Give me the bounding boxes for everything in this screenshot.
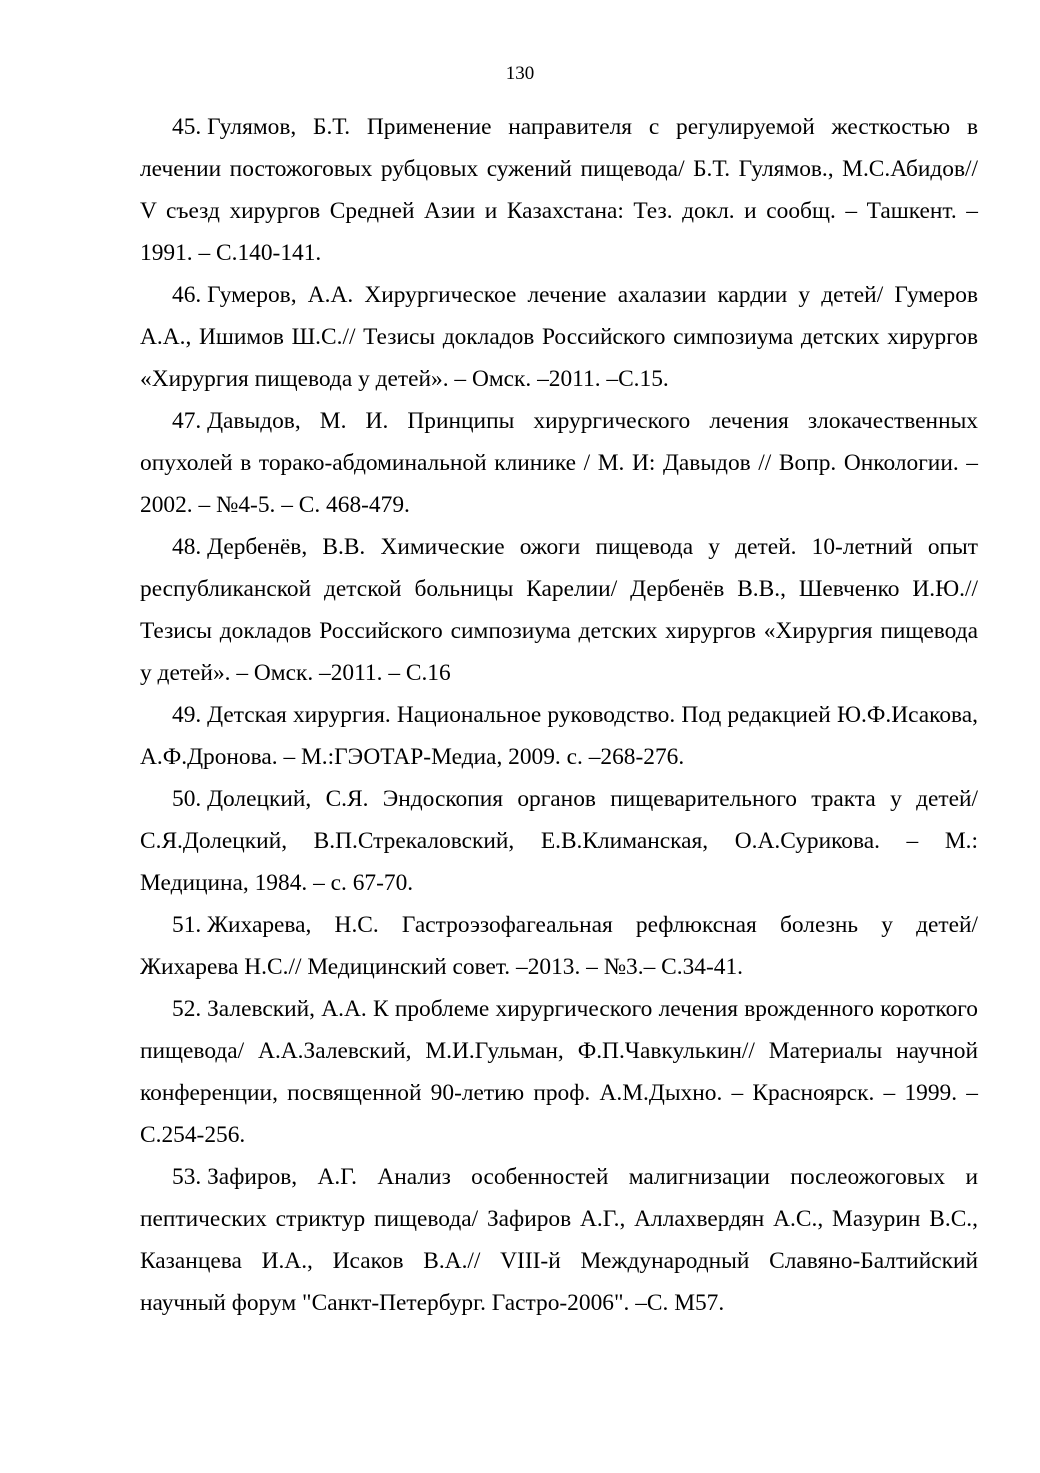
reference-item <box>140 274 978 400</box>
page-number: 130 <box>505 63 535 84</box>
reference-text: Гулямов, Б.Т. Применение направителя с регулируемой жесткостью в лечении постожоговых рубцовых сужений пищевода/ Б.Т. Гулямов., М.С.Абидов// V съезд хирургов Средней Азии и Казахстана: Тез. докл. и сообщ. – Ташкент. – 1991. – С.140-141. <box>140 114 978 266</box>
reference-item <box>140 526 978 694</box>
reference-list <box>140 106 978 1324</box>
reference-item <box>140 1156 978 1324</box>
reference-number: 46. <box>172 282 202 308</box>
reference-number: 50. <box>172 786 202 812</box>
reference-text: Детская хирургия. Национальное руководство. Под редакцией Ю.Ф.Исакова, А.Ф.Дронова. – М.:ГЭОТАР-Медиа, 2009. с. –268-276. <box>140 702 978 770</box>
reference-number: 48. <box>172 534 202 560</box>
reference-number: 52. <box>172 996 202 1022</box>
reference-text: Долецкий, С.Я. Эндоскопия органов пищеварительного тракта у детей/ С.Я.Долецкий, В.П.Стрекаловский, Е.В.Климанская, О.А.Сурикова. – М.: Медицина, 1984. – с. 67-70. <box>140 786 978 896</box>
reference-text: Гумеров, А.А. Хирургическое лечение ахалазии кардии у детей/ Гумеров А.А., Ишимов Ш.С.// Тезисы докладов Российского симпозиума детских хирургов «Хирургия пищевода у детей». – Омск. –2011. –С.15. <box>140 282 978 392</box>
reference-item <box>140 778 978 904</box>
reference-text: Залевский, А.А. К проблеме хирургического лечения врожденного короткого пищевода/ А.А.Залевский, М.И.Гульман, Ф.П.Чавкулькин// Материалы научной конференции, посвященной 90-летию проф. А.М.Дыхно. – Красноярск. – 1999. – С.254-256. <box>140 996 978 1148</box>
reference-number: 49. <box>172 702 202 728</box>
reference-item <box>140 988 978 1156</box>
reference-item <box>140 694 978 778</box>
reference-text: Давыдов, М. И. Принципы хирургического лечения злокачественных опухолей в торако-абдоминальной клинике / М. И: Давыдов // Вопр. Онкологии. – 2002. – №4-5. – С. 468-479. <box>140 408 978 518</box>
reference-text: Зафиров, А.Г. Анализ особенностей малигнизации послеожоговых и пептических стриктур пищевода/ Зафиров А.Г., Аллахвердян А.С., Мазурин В.С., Казанцева И.А., Исаков В.А.// VIII-й Международный Славяно-Балтийский научный форум "Санкт-Петербург. Гастро-2006". –С. М57. <box>140 1164 978 1316</box>
reference-item <box>140 106 978 274</box>
reference-item <box>140 904 978 988</box>
reference-item <box>140 400 978 526</box>
reference-text: Жихарева, Н.С. Гастроэзофагеальная рефлюксная болезнь у детей/ Жихарева Н.С.// Медицинский совет. –2013. – №3.– С.34-41. <box>140 912 978 980</box>
reference-text: Дербенёв, В.В. Химические ожоги пищевода у детей. 10-летний опыт республиканской детской больницы Карелии/ Дербенёв В.В., Шевченко И.Ю.// Тезисы докладов Российского симпозиума детских хирургов «Хирургия пищевода у детей». – Омск. –2011. – С.16 <box>140 534 978 686</box>
reference-number: 45. <box>172 114 202 140</box>
reference-number: 47. <box>172 408 202 434</box>
reference-number: 53. <box>172 1164 202 1190</box>
reference-number: 51. <box>172 912 202 938</box>
